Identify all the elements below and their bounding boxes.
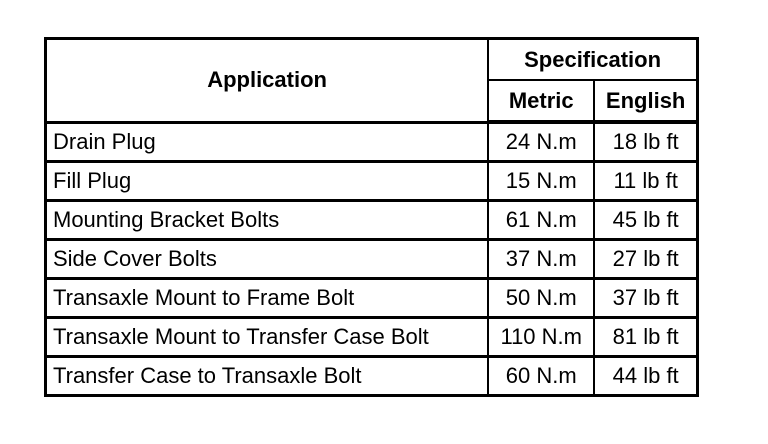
english-cell: 37 lb ft — [594, 278, 697, 317]
application-cell: Mounting Bracket Bolts — [46, 200, 489, 239]
application-cell: Transfer Case to Transaxle Bolt — [46, 356, 489, 395]
specification-header: Specification — [488, 39, 697, 81]
application-header: Application — [46, 39, 489, 123]
metric-cell: 37 N.m — [488, 239, 594, 278]
metric-header: Metric — [488, 80, 594, 122]
english-cell: 44 lb ft — [594, 356, 697, 395]
metric-cell: 50 N.m — [488, 278, 594, 317]
metric-cell: 24 N.m — [488, 122, 594, 161]
application-cell: Side Cover Bolts — [46, 239, 489, 278]
table-row — [46, 239, 698, 278]
fastener-spec-table — [44, 37, 699, 397]
table-row — [46, 317, 698, 356]
metric-cell: 110 N.m — [488, 317, 594, 356]
table-row — [46, 278, 698, 317]
english-header: English — [594, 80, 697, 122]
application-cell: Transaxle Mount to Frame Bolt — [46, 278, 489, 317]
table-row — [46, 200, 698, 239]
table-row — [46, 122, 698, 161]
application-cell: Fill Plug — [46, 161, 489, 200]
metric-cell: 61 N.m — [488, 200, 594, 239]
application-cell: Transaxle Mount to Transfer Case Bolt — [46, 317, 489, 356]
english-cell: 27 lb ft — [594, 239, 697, 278]
english-cell: 11 lb ft — [594, 161, 697, 200]
application-cell: Drain Plug — [46, 122, 489, 161]
table-row — [46, 356, 698, 395]
metric-cell: 60 N.m — [488, 356, 594, 395]
english-cell: 81 lb ft — [594, 317, 697, 356]
metric-cell: 15 N.m — [488, 161, 594, 200]
english-cell: 18 lb ft — [594, 122, 697, 161]
table-row — [46, 161, 698, 200]
english-cell: 45 lb ft — [594, 200, 697, 239]
